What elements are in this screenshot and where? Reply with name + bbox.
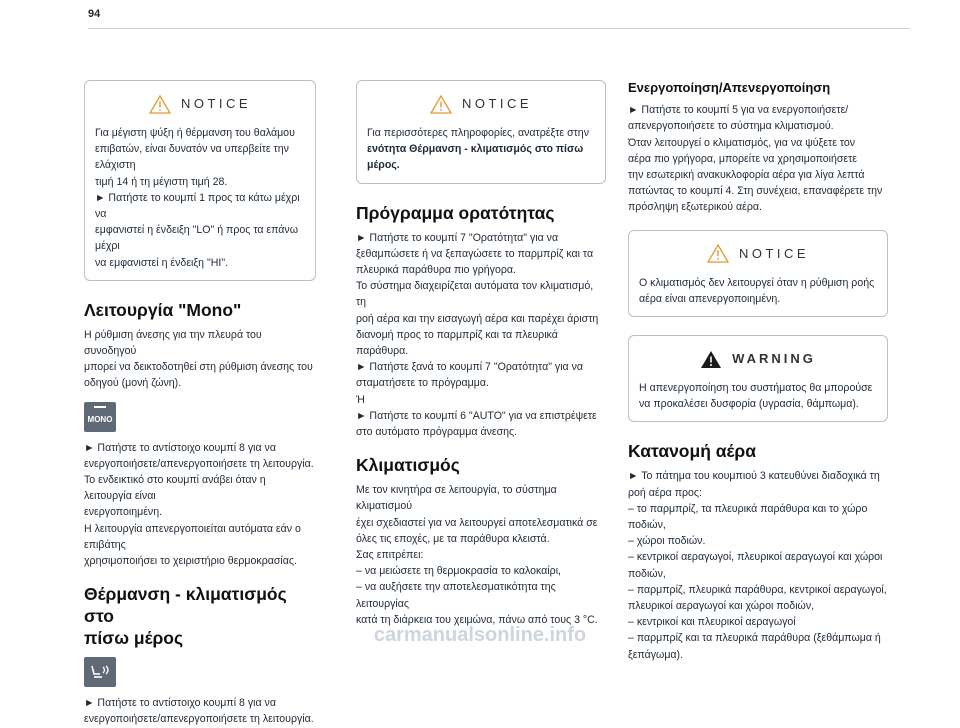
distribution-line: πλευρικοί αεραγωγοί και χώροι ποδιών, [628,600,815,613]
visibility-heading: Πρόγραμμα ορατότητας [356,202,555,223]
visibility-line: ► Πατήστε το κουμπί 6 "AUTO" για να επιστρέψετε [356,409,597,422]
distribution-line: – παρμπρίζ και τα πλευρικά παράθυρα (ξεθάμπωμα ή [628,632,881,645]
notice-line: αέρα είναι απενεργοποιημένη. [639,292,781,305]
onoff-line: ► Πατήστε το κουμπί 5 για να ενεργοποιήσετε/ [628,104,849,117]
distribution-line: ξεπάγωμα). [628,648,684,661]
column-2 [356,80,606,628]
onoff-line: απενεργοποιήσετε το σύστημα κλιματισμού. [628,120,834,133]
rear-body-line: ► Πατήστε το αντίστοιχο κουμπί 8 για να [84,697,276,710]
ac-line: όλες τις εποχές, με τα παράθυρα κλειστά. [356,532,550,545]
ac-line: Σας επιτρέπει: [356,549,424,562]
page-number: 94 [88,8,101,20]
notice-line: Για μέγιστη ψύξη ή θέρμανση του θαλάμου [95,127,295,139]
ac-line: έχει σχεδιαστεί για να λειτουργεί αποτελεσματικά σε [356,516,598,529]
notice-line: να εμφανιστεί η ένδειξη "HI". [95,256,229,269]
ac-heading: Κλιματισμός [356,455,460,476]
distribution-line: – κεντρικοί αεραγωγοί, πλευρικοί αεραγωγοί και χώροι [628,551,883,564]
warning-line: Η απενεργοποίηση του συστήματος θα μπορούσε [639,382,873,395]
onoff-line: πατώντας το κουμπί 4. Στη συνέχεια, επαναφέρετε την [628,185,883,198]
visibility-line: ροή αέρα και την εισαγωγή αέρα και παρέχει άριστη [356,312,599,325]
visibility-line: ξεθαμπώσετε ή να ξεπαγώσετε το παρμπρίζ και τα [356,247,594,260]
onoff-line: την εσωτερική ανακυκλοφορία αέρα για λίγα λεπτά [628,169,865,182]
notice-header [95,89,305,119]
rear-climate-icon [84,657,116,687]
warning-label: WARNING [732,350,816,366]
visibility-line: Το σύστημα διαχειρίζεται αυτόματα τον κλιματισμό, τη [356,280,594,309]
onoff-heading: Ενεργοποίηση/Απενεργοποίηση [628,80,831,95]
mono-intro-line: οδηγού (μονή ζώνη). [84,377,182,390]
distribution-line: – παρμπρίζ, πλευρικά παράθυρα, κεντρικοί αεραγωγοί, [628,583,887,596]
distribution-line: – κεντρικοί και πλευρικοί αεραγωγοί [628,616,796,629]
mono-body-line: Το ενδεικτικό στο κουμπί ανάβει όταν η λειτουργία είναι [84,474,266,503]
distribution-line: ποδιών, [628,567,666,580]
rear-body-line: ενεργοποιήσετε/απενεργοποιήσετε τη λειτουργία. [84,713,314,726]
notice-label: NOTICE [180,95,252,111]
indicator-bar [94,406,106,408]
watermark: carmanualsonline.info [373,624,587,646]
warning-header [639,344,877,374]
notice-label: NOTICE [461,95,533,111]
visibility-line: ► Πατήστε το κουμπί 7 "Ορατότητα" για να [356,231,559,244]
ac-line: – να μειώσετε τη θερμοκρασία το καλοκαίρι, [356,565,561,578]
notice-line: μέρος. [367,159,400,172]
notice-box [628,230,888,317]
onoff-line: αέρα πιο γρήγορα, μπορείτε να χρησιμοποιήσετε [628,152,858,165]
mono-body-line: Η λειτουργία απενεργοποιείται αυτόματα εάν ο επιβάτης [84,522,301,551]
mono-body-line: ► Πατήστε το αντίστοιχο κουμπί 8 για να [84,441,276,454]
notice-box [84,80,316,281]
distribution-line: – χώροι ποδιών. [628,535,706,548]
rear-seat-airflow-icon [88,662,112,682]
rear-heading-line-2: πίσω μέρος [84,628,184,649]
notice-label: NOTICE [738,245,810,261]
warning-line: να προκαλέσει δυσφορία (υγρασία, θάμπωμα). [639,398,859,411]
notice-triangle-icon [707,244,729,263]
mono-button-icon [84,402,116,432]
distribution-line: ροή αέρα προς: [628,486,702,499]
notice-header [639,239,877,269]
onoff-line: Όταν λειτουργεί ο κλιματισμός, για να ψύξετε τον [628,136,856,149]
warning-triangle-icon [700,350,722,369]
mono-body-line: ενεργοποιημένη. [84,506,163,519]
mono-body-line: χρησιμοποιήσει το χειριστήριο θερμοκρασίας. [84,555,297,568]
distribution-line: ► Το πάτημα του κουμπιού 3 κατευθύνει διαδοχικά τη [628,470,880,483]
notice-line: Ο κλιματισμός δεν λειτουργεί όταν η ρύθμιση ροής [639,276,875,289]
mono-intro-line: μπορεί να δεικτοδοτηθεί στη ρύθμιση άνεσης του [84,361,313,374]
visibility-line: διανομή προς το παρμπρίζ και τα πλευρικά παράθυρα. [356,328,558,358]
notice-triangle-icon [430,95,452,114]
notice-line: ► Πατήστε το κουμπί 1 προς τα κάτω μέχρι να [95,191,300,221]
header-divider [88,28,910,29]
ac-line: Με τον κινητήρα σε λειτουργία, το σύστημα κλιματισμού [356,484,557,513]
notice-line: επιβατών, είναι δυνατόν να υπερβείτε την ελάχιστη [95,143,289,172]
notice-line: Για περισσότερες πληροφορίες, ανατρέξτε στην [367,127,589,139]
ac-line: κατά τη διάρκεια του χειμώνα, πάνω από τους 3 °C. [356,613,598,626]
column-3 [628,80,888,663]
visibility-line: ► Πατήστε ξανά το κουμπί 7 "Ορατότητα" για να [356,361,584,374]
mono-icon-text: MONO [87,414,113,424]
visibility-line: σταματήσετε το πρόγραμμα. [356,377,489,390]
visibility-line: στο αυτόματο πρόγραμμα άνεσης. [356,426,518,439]
warning-box [628,335,888,422]
distribution-line: – το παρμπρίζ, τα πλευρικά παράθυρα και το χώρο [628,502,868,515]
visibility-line: πλευρικά παράθυρα πιο γρήγορα. [356,264,516,277]
mono-intro-line: Η ρύθμιση άνεσης για την πλευρά του συνοδηγού [84,328,262,358]
notice-triangle-icon [149,95,171,114]
rear-heading-line-1: Θέρμανση - κλιματισμός στο [84,584,287,627]
visibility-line: Ή [356,393,365,406]
onoff-line: πρόσληψη εξωτερικού αέρα. [628,201,762,214]
notice-line: ενότητα Θέρμανση - κλιματισμός στο πίσω [367,143,584,156]
mono-heading: Λειτουργία "Mono" [84,299,242,320]
distribution-heading: Κατανομή αέρα [628,441,756,462]
notice-line: εμφανιστεί η ένδειξη "LO" ή προς τα επάνω μέχρι [95,224,299,253]
notice-header [367,89,595,119]
notice-box [356,80,606,184]
ac-line: – να αυξήσετε την αποτελεσματικότητα της λειτουργίας [356,581,556,610]
notice-line: τιμή 14 ή τη μέγιστη τιμή 28. [95,175,228,188]
mono-body-line: ενεργοποιήσετε/απενεργοποιήσετε τη λειτουργία. [84,457,314,470]
distribution-line: ποδιών, [628,519,666,532]
